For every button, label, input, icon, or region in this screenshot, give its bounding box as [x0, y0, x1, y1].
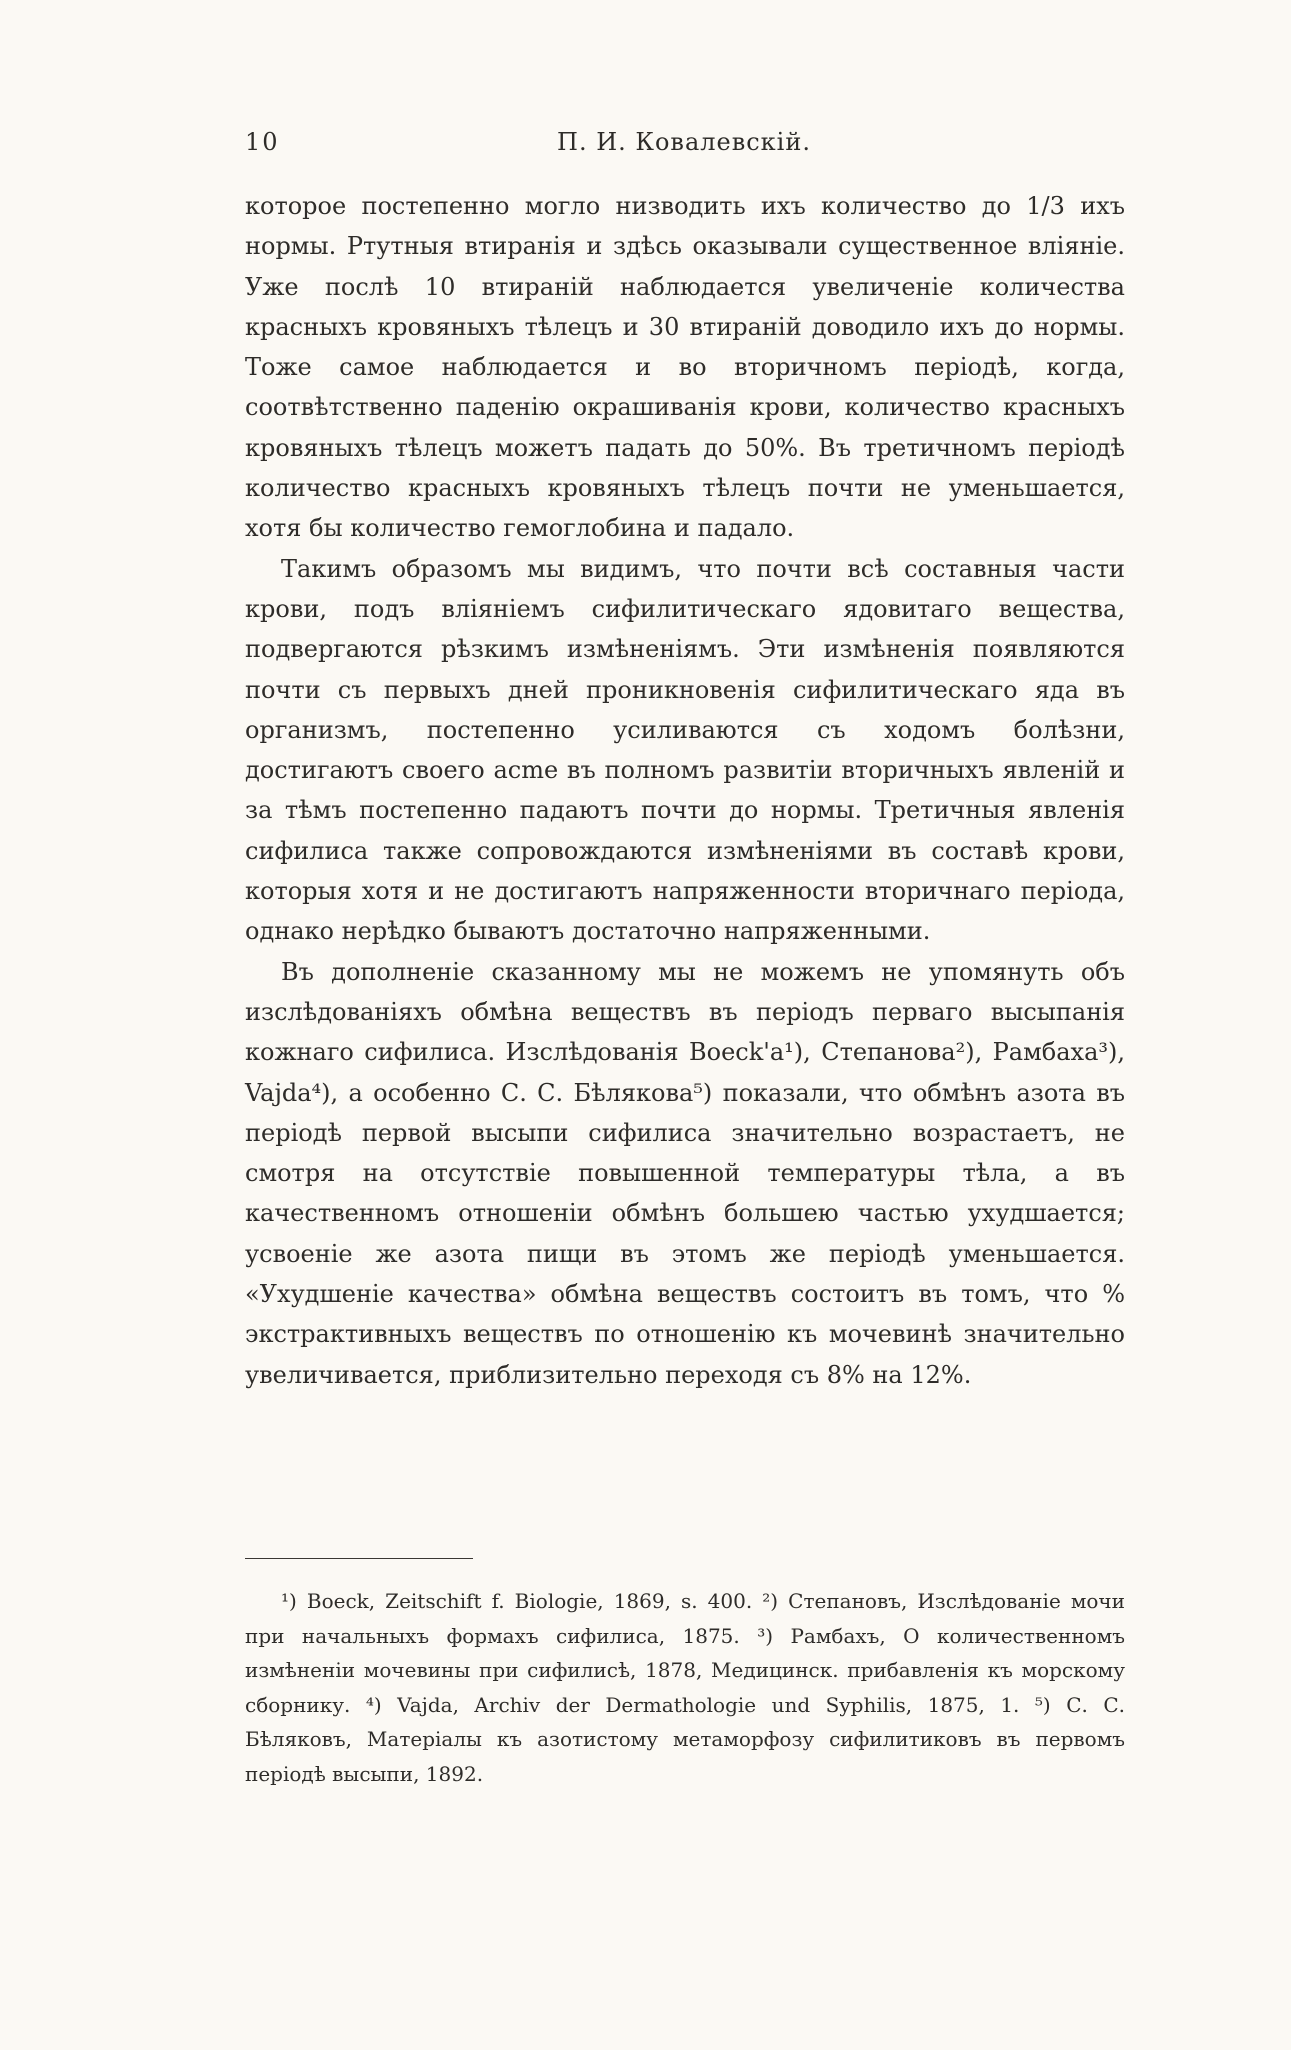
running-title: П. И. Ковалевскій.: [557, 128, 811, 156]
page-number: 10: [245, 128, 280, 156]
footnote-text: ¹) Boeck, Zeitschift f. Biologie, 1869, s. 400. ²) Степановъ, Изслѣдованіе мочи при начальныхъ формахъ сифилиса, 1875. ³) Рамбахъ, О количественномъ измѣненіи мочевины при сифилисѣ, 1878, Медицинск. прибавленія къ морскому сборнику. ⁴) Vajda, Archiv der Dermathologie und Syphilis, 1875, 1. ⁵) С. С. Бѣляковъ, Матеріалы къ азотистому метаморфозу сифилитиковъ въ первомъ періодѣ высыпи, 1892.: [245, 1589, 1125, 1786]
paragraph: Такимъ образомъ мы видимъ, что почти всѣ составныя части крови, подъ вліяніемъ сифилитическаго ядовитаго вещества, подвергаются рѣзкимъ измѣненіямъ. Эти измѣненія появляются почти съ первыхъ дней проникновенія сифилитическаго яда въ организмъ, постепенно усиливаются съ ходомъ болѣзни, достигаютъ своего acme въ полномъ развитіи вторичныхъ явленій и за тѣмъ постепенно падаютъ почти до нормы. Третичныя явленія сифилиса также сопровождаются измѣненіями въ составѣ крови, которыя хотя и не достигаютъ напряженности вторичнаго періода, однако нерѣдко бываютъ достаточно напряженными.: [245, 554, 1125, 946]
footnote-separator: [245, 1558, 473, 1559]
body-text: [245, 186, 1125, 1395]
paragraph: которое постепенно могло низводить ихъ количество до 1/3 ихъ нормы. Ртутныя втиранія и здѣсь оказывали существенное вліяніе. Уже послѣ 10 втираній наблюдается увеличеніе количества красныхъ кровяныхъ тѣлецъ и 30 втираній доводило ихъ до нормы. Тоже самое наблюдается и во вторичномъ періодѣ, когда, соотвѣтственно паденію окрашиванія крови, количество красныхъ кровяныхъ тѣлецъ можетъ падать до 50%. Въ третичномъ періодѣ количество красныхъ кровяныхъ тѣлецъ почти не уменьшается, хотя бы количество гемоглобина и падало.: [245, 192, 1125, 543]
footnotes: [245, 1584, 1125, 1791]
running-head: [245, 128, 1123, 168]
paragraph: Въ дополненіе сказанному мы не можемъ не упомянуть объ изслѣдованіяхъ обмѣна веществъ въ періодъ перваго высыпанія кожнаго сифилиса. Изслѣдованія Boeck'a¹), Степанова²), Рамбаха³), Vajda⁴), а особенно С. С. Бѣлякова⁵) показали, что обмѣнъ азота въ періодѣ первой высыпи сифилиса значительно возрастаетъ, не смотря на отсутствіе повышенной температуры тѣла, а въ качественномъ отношеніи обмѣнъ большею частью ухудшается; усвоеніе же азота пищи въ этомъ же періодѣ уменьшается. «Ухудшеніе качества» обмѣна веществъ состоитъ въ томъ, что % экстрактивныхъ веществъ по отношенію къ мочевинѣ значительно увеличивается, приблизительно переходя съ 8% на 12%.: [245, 957, 1125, 1389]
